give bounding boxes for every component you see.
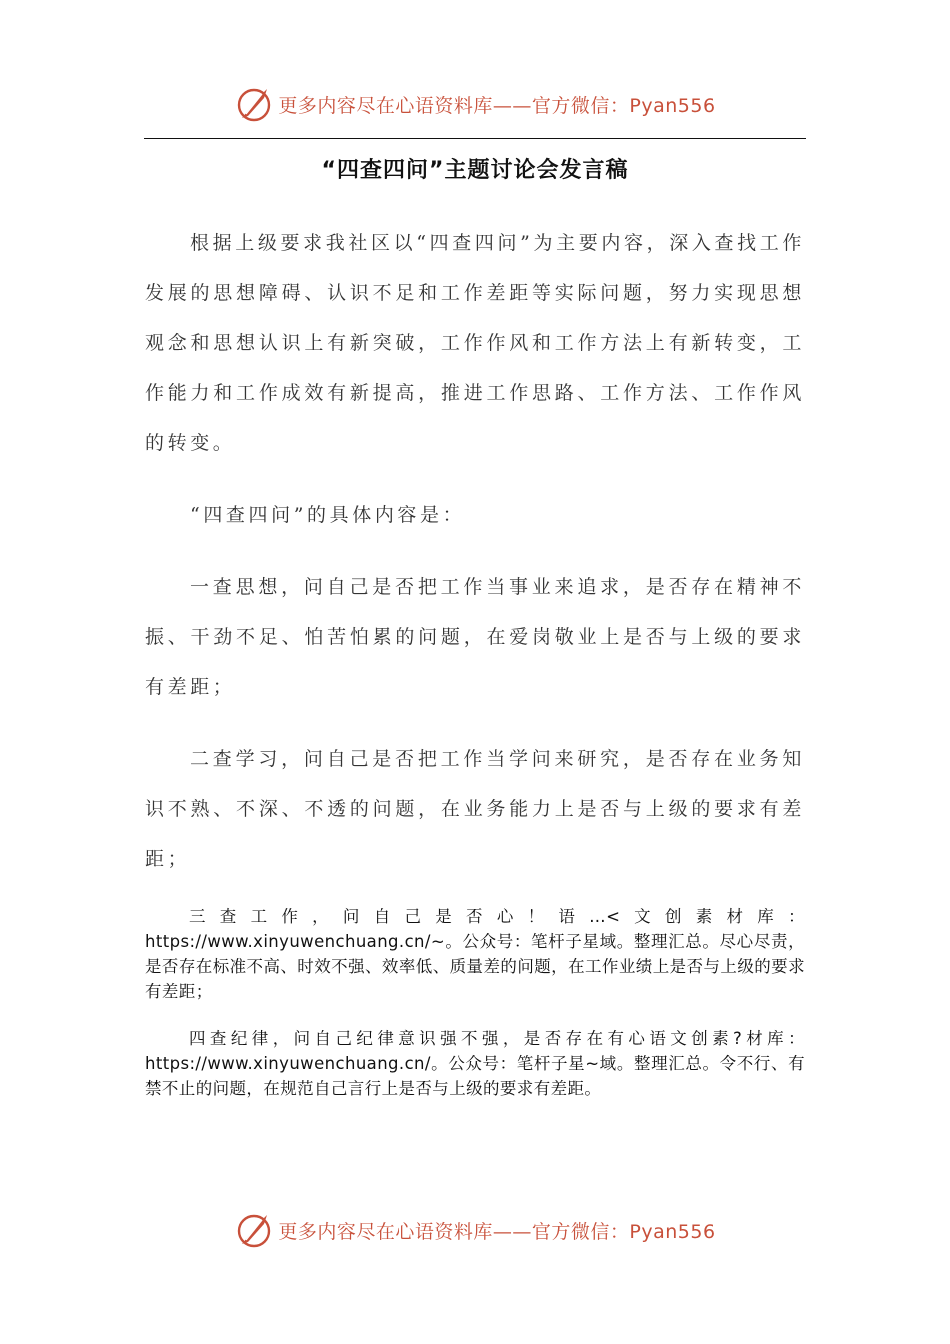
paragraph-check-discipline: 四查纪律，问自己纪律意识强不强，是否存在有心语文创素?材库：https://www.xinyuwenchuang.cn/。公众号：笔杆子星~域。整理汇总。令不行、有禁不止的问题，在规范自己言行上是否与上级的要求有差距。 <box>145 1029 805 1098</box>
paragraph-intro: 根据上级要求我社区以“四查四问”为主要内容，深入查找工作发展的思想障碍、认识不足和工作差距等实际问题，努力实现思想观念和思想认识上有新突破，工作作风和工作方法上有新转变，工作能力和工作成效有新提高，推进工作思路、工作方法、工作作风的转变。 <box>145 232 805 454</box>
quill-pen-logo-icon <box>234 1210 274 1250</box>
paragraph-check-study: 二查学习，问自己是否把工作当学问来研究，是否存在业务知识不熟、不深、不透的问题，在业务能力上是否与上级的要求有差距； <box>145 748 805 870</box>
banner-text: 更多内容尽在心语资料库——官方微信：Pyan556 <box>278 94 716 117</box>
quill-pen-logo-icon <box>234 84 274 124</box>
header-rule <box>144 138 806 139</box>
banner-text: 更多内容尽在心语资料库——官方微信：Pyan556 <box>278 1220 716 1243</box>
footer-banner <box>0 1208 950 1252</box>
paragraph-check-thought: 一查思想，问自己是否把工作当事业来追求，是否存在精神不振、干劲不足、怕苦怕累的问题，在爱岗敬业上是否与上级的要求有差距； <box>145 576 805 698</box>
wechat-id: Pyan556 <box>629 1220 716 1243</box>
wechat-id: Pyan556 <box>629 94 716 117</box>
paragraph-content-heading: “四查四问”的具体内容是： <box>190 504 466 526</box>
header-banner <box>0 82 950 126</box>
document-title: “四查四问”主题讨论会发言稿 <box>321 158 629 183</box>
paragraph-check-work: 三查工作，问自己是否心！语…<文创素材库：https://www.xinyuwenchuang.cn/~。公众号：笔杆子星域。整理汇总。尽心尽责，是否存在标准不高、时效不强、效率低、质量差的问题，在工作业绩上是否与上级的要求有差距； <box>145 907 805 1001</box>
